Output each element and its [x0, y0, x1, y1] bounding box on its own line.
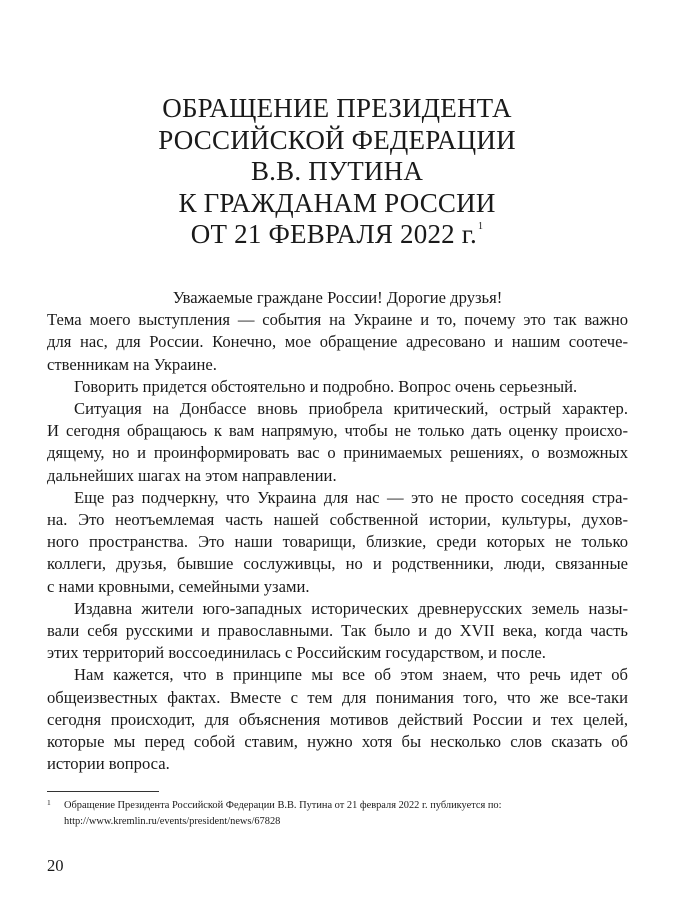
page-number: 20: [47, 856, 64, 875]
greeting: Уважаемые граждане России! Дорогие друзья!: [172, 288, 503, 307]
text-line: истории вопроса.: [47, 754, 170, 774]
text-line: Говорить придется обстоятельно и подробно. Вопрос очень серьезный.: [74, 376, 578, 396]
body-text: [47, 287, 628, 775]
title-line-5: [0, 219, 674, 257]
text-line: ного пространства. Это наши товарищи, близкие, среди которых не только: [47, 532, 628, 552]
text-line: Нам кажется, что в принципе мы все об этом знаем, что речь идет об: [74, 665, 628, 685]
text-line: Тема моего выступления — события на Украине и то, почему это так важно: [47, 310, 628, 330]
text-line: сегодня происходит, для объяснения мотивов действий России и тех целей,: [47, 709, 628, 729]
title-line-4: К ГРАЖДАНАМ РОССИИ: [178, 187, 496, 218]
footnote: [47, 798, 647, 829]
text-line: Еще раз подчеркну, что Украина для нас — это не просто соседняя стра-: [74, 487, 628, 507]
text-line: на. Это неотъемлемая часть нашей собственной истории, культуры, духов-: [47, 510, 628, 530]
footnote-divider: [47, 791, 159, 792]
title-line-5-text: ОТ 21 ФЕВРАЛЯ 2022 г.: [190, 219, 477, 249]
text-line: Издавна жители юго-западных исторических древнерусских земель назы-: [74, 598, 628, 618]
text-line: для нас, для России. Конечно, мое обращение адресовано и нашим соотече-: [47, 332, 628, 352]
text-line: ственникам на Украине.: [47, 354, 217, 374]
text-line: с нами кровными, семейными узами.: [47, 576, 310, 596]
footnote-text: Обращение Президента Российской Федерации В.В. Путина от 21 февраля 2022 г. публикуется по:: [64, 800, 502, 811]
footnote-number: 1: [47, 798, 51, 807]
page-title: [0, 93, 674, 257]
footnote-marker: 1: [477, 221, 484, 232]
title-line-3: В.В. ПУТИНА: [250, 156, 424, 186]
title-line-2: РОССИЙСКОЙ ФЕДЕРАЦИИ: [158, 124, 516, 155]
title-line-1: ОБРАЩЕНИЕ ПРЕЗИДЕНТА: [162, 93, 512, 123]
text-line: Ситуация на Донбассе вновь приобрела критический, острый характер.: [74, 399, 628, 419]
text-line: вали себя русскими и православными. Так было и до XVII века, когда часть: [47, 621, 628, 641]
footnote-link[interactable]: http://www.kremlin.ru/events/president/news/67828: [64, 815, 281, 827]
text-line: этих территорий воссоединилась с Российским государством, и после.: [47, 643, 546, 663]
text-line: коллеги, друзья, бывшие сослуживцы, но и родственники, люди, связанные: [47, 554, 628, 574]
text-line: которые мы перед собой ставим, нужно хотя бы несколько слов сказать об: [47, 732, 628, 752]
text-line: общеизвестных фактах. Вместе с тем для понимания того, что же все-таки: [47, 687, 628, 707]
text-line: дальнейших шагах на этом направлении.: [47, 465, 337, 485]
text-line: дящему, но и проинформировать вас о принимаемых решениях, о возможных: [47, 443, 628, 463]
text-line: И сегодня обращаюсь к вам напрямую, чтобы не только дать оценку происхо-: [47, 421, 628, 441]
